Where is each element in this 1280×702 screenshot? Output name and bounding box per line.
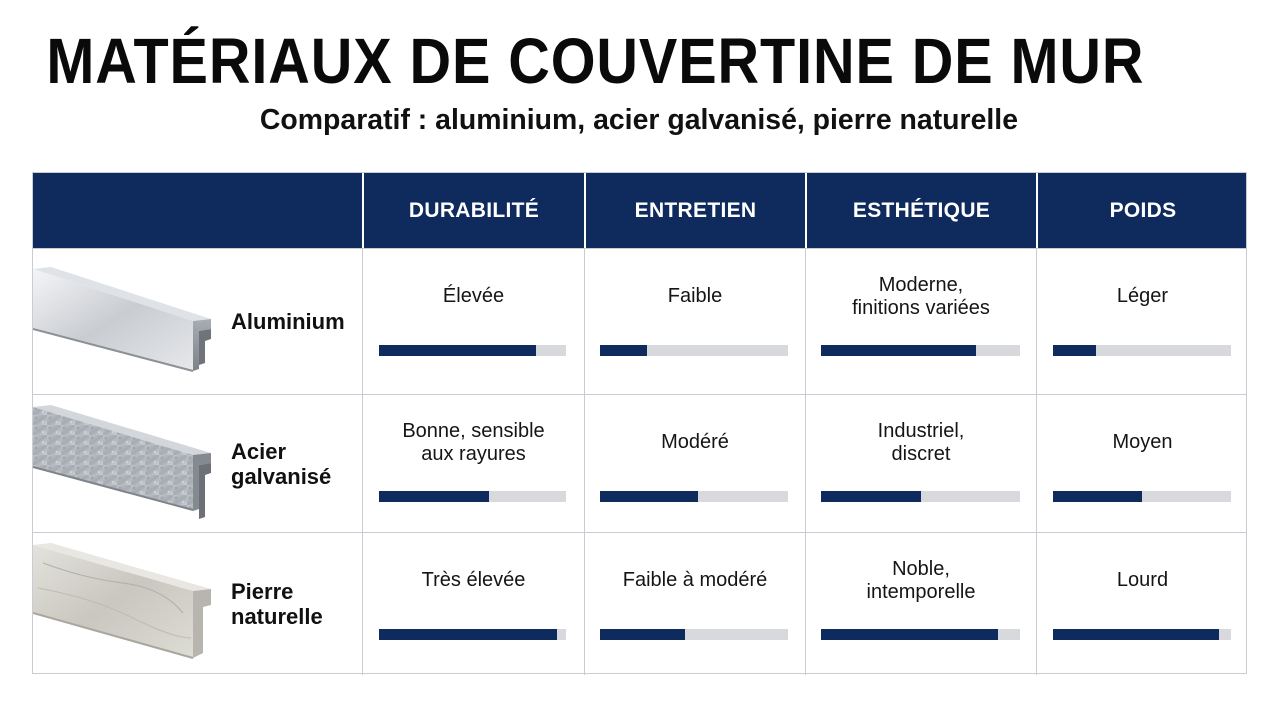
aluminium-profile-image xyxy=(33,259,223,384)
page-title: MATÉRIAUX DE COUVERTINE DE MUR xyxy=(46,25,1145,97)
rating-bar-fill xyxy=(600,345,647,356)
cell-entretien xyxy=(584,395,805,532)
rating-bar xyxy=(379,345,566,356)
cell-text: Très élevée xyxy=(421,569,526,591)
rating-bar-fill xyxy=(600,491,698,502)
table-row-pierre-naturelle xyxy=(33,532,1246,675)
table-header xyxy=(33,173,1246,248)
rating-bar-fill xyxy=(821,629,998,640)
cell-text: Faible xyxy=(667,285,723,307)
rating-bar xyxy=(379,491,566,502)
cell-entretien xyxy=(584,533,805,675)
cell-esthetique xyxy=(805,533,1036,675)
table-row-aluminium xyxy=(33,248,1246,394)
cell-text: Élevée xyxy=(442,285,505,307)
cell-poids xyxy=(1036,249,1248,394)
rating-bar-fill xyxy=(1053,491,1142,502)
header-esthetique: ESTHÉTIQUE xyxy=(805,173,1036,248)
rating-bar-fill xyxy=(379,629,557,640)
cell-poids xyxy=(1036,395,1248,532)
cell-text: Faible à modéré xyxy=(622,569,768,591)
rating-bar xyxy=(821,491,1020,502)
rating-bar-fill xyxy=(1053,345,1096,356)
rating-bar xyxy=(600,629,788,640)
cell-text: Lourd xyxy=(1116,569,1169,591)
natural-stone-profile-image xyxy=(33,543,223,668)
cell-entretien xyxy=(584,249,805,394)
rating-bar xyxy=(1053,491,1231,502)
table-row-acier-galvanise xyxy=(33,394,1246,532)
header-empty-cell xyxy=(33,173,362,248)
material-cell xyxy=(33,533,362,675)
page-subtitle: Comparatif : aluminium, acier galvanisé, pierre naturelle xyxy=(259,104,1019,136)
material-label: Pierre naturelle xyxy=(231,579,323,629)
cell-durabilite xyxy=(362,533,584,675)
galvanized-steel-profile-image xyxy=(33,405,223,525)
header-durabilite: DURABILITÉ xyxy=(362,173,584,248)
rating-bar-fill xyxy=(379,345,536,356)
rating-bar-fill xyxy=(600,629,685,640)
rating-bar xyxy=(1053,629,1231,640)
material-label: Aluminium xyxy=(231,309,345,334)
rating-bar xyxy=(600,491,788,502)
header-poids: POIDS xyxy=(1036,173,1248,248)
rating-bar-fill xyxy=(821,491,921,502)
cell-durabilite xyxy=(362,395,584,532)
rating-bar xyxy=(1053,345,1231,356)
material-cell xyxy=(33,395,362,532)
cell-text: Industriel, discret xyxy=(877,419,965,465)
rating-bar-fill xyxy=(1053,629,1219,640)
header-entretien: ENTRETIEN xyxy=(584,173,805,248)
rating-bar xyxy=(379,629,566,640)
cell-durabilite xyxy=(362,249,584,394)
cell-esthetique xyxy=(805,395,1036,532)
cell-text: Moderne, finitions variées xyxy=(852,273,990,319)
cell-text: Moyen xyxy=(1112,431,1173,453)
rating-bar-fill xyxy=(379,491,489,502)
cell-esthetique xyxy=(805,249,1036,394)
material-cell xyxy=(33,249,362,394)
cell-text: Modéré xyxy=(661,431,729,453)
cell-poids xyxy=(1036,533,1248,675)
cell-text: Bonne, sensible aux rayures xyxy=(402,419,545,465)
cell-text: Léger xyxy=(1116,285,1169,307)
rating-bar-fill xyxy=(821,345,976,356)
rating-bar xyxy=(821,345,1020,356)
comparison-table xyxy=(32,172,1247,674)
rating-bar xyxy=(600,345,788,356)
cell-text: Noble, intemporelle xyxy=(866,557,976,603)
rating-bar xyxy=(821,629,1020,640)
material-label: Acier galvanisé xyxy=(231,438,332,489)
